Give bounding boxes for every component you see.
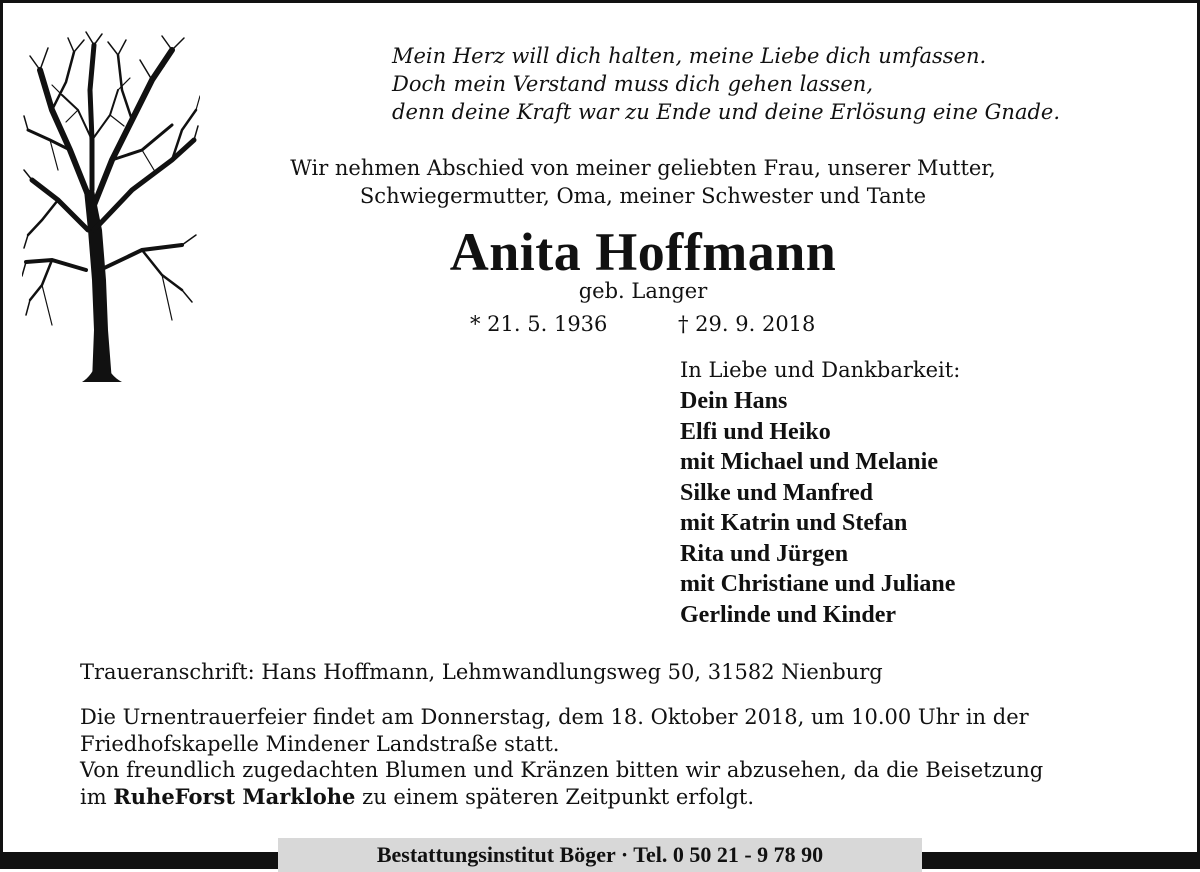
list-item: mit Christiane und Juliane (680, 571, 956, 597)
notice-line: Friedhofskapelle Mindener Landstraße statt. (80, 731, 560, 756)
burial-place: RuheForst Marklohe (113, 783, 356, 809)
poem-line: Mein Herz will dich halten, meine Liebe dich umfassen. (392, 44, 987, 68)
list-item: Silke und Manfred (680, 479, 873, 506)
poem-line: Doch mein Verstand muss dich gehen lassen, (392, 72, 874, 96)
mourners-heading: In Liebe und Dankbarkeit: (680, 358, 961, 382)
deceased-name: Anita Hoffmann (449, 222, 837, 282)
ceremony-notice (80, 704, 1140, 810)
poem (392, 42, 1182, 126)
mourners-list (680, 386, 955, 630)
mourning-address: Traueranschrift: Hans Hoffmann, Lehmwandlungsweg 50, 31582 Nienburg (80, 660, 883, 684)
notice-line: Die Urnentrauerfeier findet am Donnerstag, dem 18. Oktober 2018, um 10.00 Uhr in der (80, 705, 1029, 729)
maiden-name: geb. Langer (578, 279, 708, 303)
list-item: Dein Hans (680, 388, 788, 414)
list-item: mit Katrin und Stefan (680, 510, 908, 536)
intro-line: Wir nehmen Abschied von meiner geliebten Frau, unserer Mutter, (290, 156, 996, 180)
notice-suffix: zu einem späteren Zeitpunkt erfolgt. (362, 784, 755, 809)
notice-prefix: im (80, 784, 107, 809)
list-item: Elfi und Heiko (680, 418, 831, 445)
funeral-home-footer: Bestattungsinstitut Böger · Tel. 0 50 21 - 9 78 90 (278, 838, 922, 872)
list-item: Rita und Jürgen (680, 540, 849, 567)
list-item: mit Michael und Melanie (680, 449, 938, 475)
intro-line: Schwiegermutter, Oma, meiner Schwester und Tante (359, 184, 927, 208)
notice-line: Von freundlich zugedachten Blumen und Kränzen bitten wir abzusehen, da die Beisetzung (80, 758, 1044, 782)
notice-line (80, 784, 1140, 811)
tree-icon (22, 30, 200, 382)
death-date: † 29. 9. 2018 (678, 312, 816, 336)
list-item: Gerlinde und Kinder (680, 601, 897, 628)
poem-line: denn deine Kraft war zu Ende und deine Erlösung eine Gnade. (392, 100, 1061, 124)
farewell-intro (230, 154, 1056, 210)
birth-date: * 21. 5. 1936 (470, 312, 608, 336)
